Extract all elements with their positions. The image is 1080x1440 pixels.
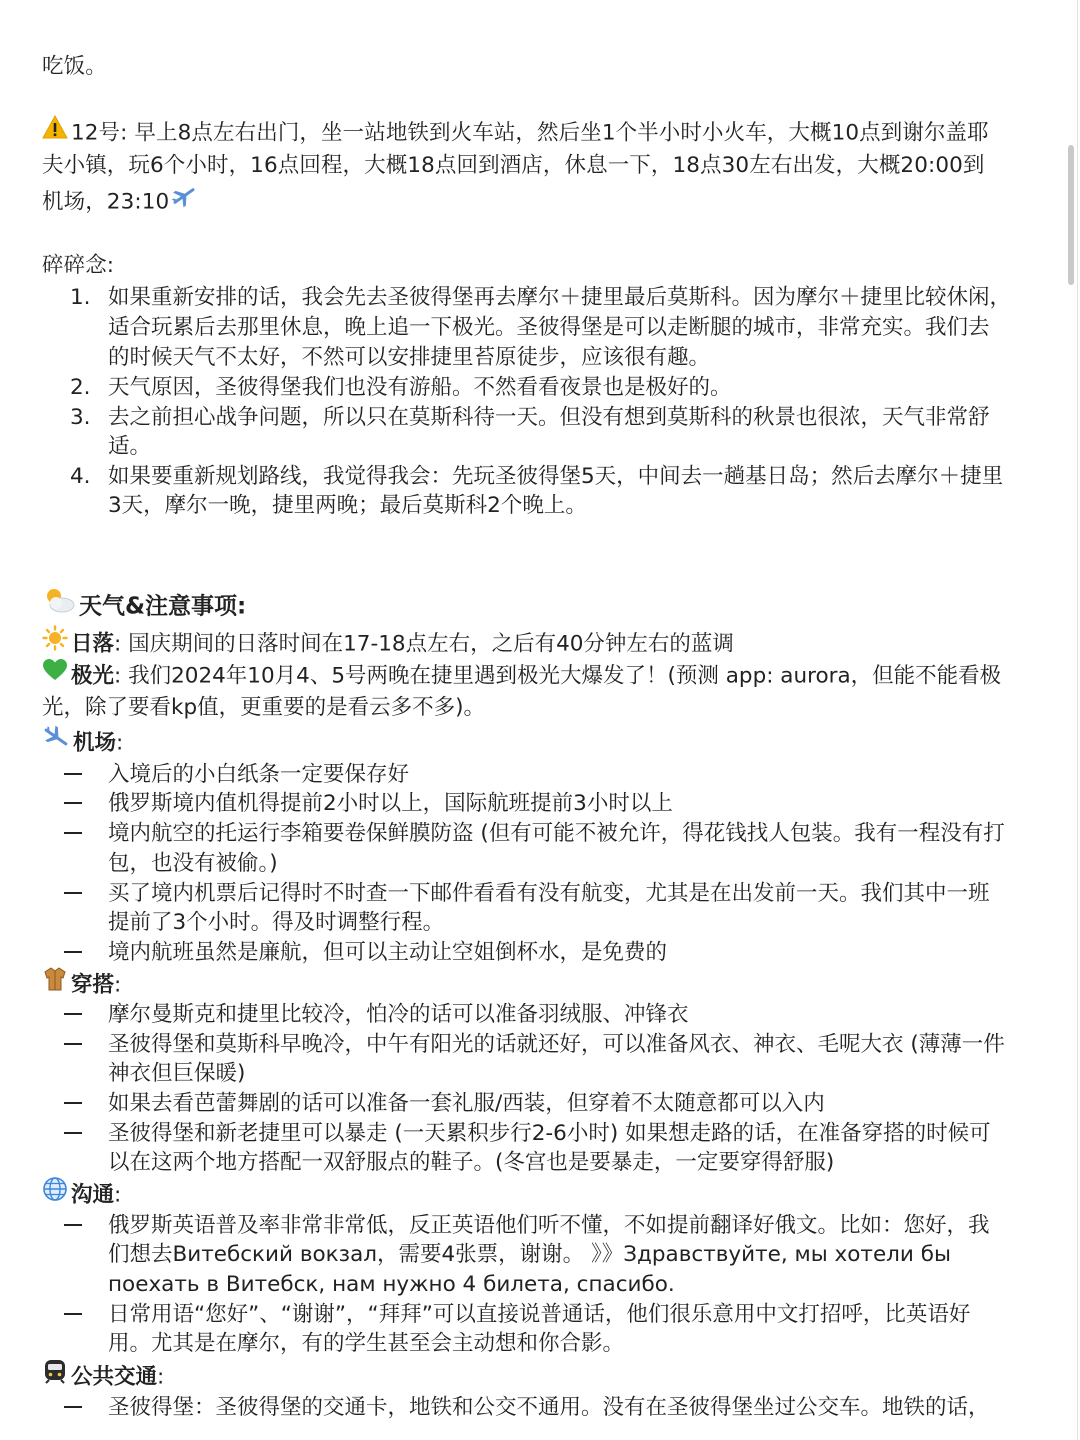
sun-icon [42, 625, 68, 660]
list-item-line: 摩尔曼斯克和捷里比较冷，怕冷的话可以准备羽绒服、冲锋衣 [108, 1002, 689, 1027]
bullet-dash [64, 892, 82, 894]
list-item-line: 境内航班虽然是廉航，但可以主动让空姐倒杯水，是免费的 [108, 940, 668, 965]
list-item-line: 圣彼得堡和新老捷里可以暴走 (一天累积步行2-6小时) 如果想走路的话，在准备穿搭的时候可 [108, 1121, 991, 1146]
list-item-line: 圣彼得堡和莫斯科早晚冷，中午有阳光的话就还好，可以准备风衣、神衣、毛呢大衣 (薄薄一件 [108, 1032, 1005, 1057]
list-item-line: 天气原因，圣彼得堡我们也没有游船。不然看看夜景也是极好的。 [108, 375, 732, 400]
bullet-dash [64, 1313, 82, 1315]
list-item-line: 如果要重新规划路线，我觉得我会：先玩圣彼得堡5天，中间去一趟基日岛；然后去摩尔＋捷里 [108, 464, 1004, 489]
bullet-dash [64, 832, 82, 834]
thoughts-title: 碎碎念: [42, 253, 115, 278]
bullet-dash [64, 1406, 82, 1408]
globe-icon [42, 1176, 68, 1211]
list-number: 1. [70, 285, 91, 310]
day12-line-3: 机场，23:10 [42, 185, 200, 220]
list-item-line: 境内航空的托运行李箱要卷保鲜膜防盗 (但有可能不被允许，得花钱找人包装。我有一程没有打 [108, 821, 1005, 846]
list-item-line: 以在这两个地方搭配一双舒服点的鞋子。(冬宫也是要暴走，一定要穿得舒服) [108, 1150, 835, 1175]
list-item-line: 日常用语“您好”、“谢谢”，“拜拜”可以直接说普通话，他们很乐意用中文打招呼，比英语好 [108, 1302, 971, 1327]
airport-heading: 机场: [42, 726, 123, 761]
vertical-scrollbar[interactable] [1068, 145, 1074, 285]
list-item-line: 包，也没有被偷。) [108, 851, 278, 876]
list-item-line: 适合玩累后去那里休息，晚上追一下极光。圣彼得堡是可以走断腿的城市，非常充实。我们去 [108, 315, 990, 340]
list-item-line: 适。 [108, 434, 152, 459]
outfit-heading: 穿搭: [42, 968, 121, 1003]
list-number: 3. [70, 405, 91, 430]
sunset-line: 日落: 国庆期间的日落时间在17-18点左右，之后有40分钟左右的蓝调 [42, 627, 734, 662]
list-item-line: 如果重新安排的话，我会先去圣彼得堡再去摩尔＋捷里最后莫斯科。因为摩尔＋捷里比较休闲， [108, 285, 1012, 310]
list-item-line: 入境后的小白纸条一定要保存好 [108, 762, 410, 787]
list-item-line: 神衣但巨保暖) [108, 1061, 246, 1086]
bullet-dash [64, 1224, 82, 1226]
text-line: 吃饭。 [42, 54, 107, 79]
list-item-line: 3天，摩尔一晚，捷里两晚；最后莫斯科2个晚上。 [108, 493, 587, 518]
list-item-line: 们想去Витебский вокзал，需要4张票，谢谢。 》》Здравствуйте, мы хотели бы [108, 1242, 951, 1267]
bullet-dash [64, 1013, 82, 1015]
list-item-line: 俄罗斯境内值机得提前2小时以上，国际航班提前3小时以上 [108, 791, 673, 816]
bullet-dash [64, 773, 82, 775]
warning-icon [42, 115, 68, 148]
bullet-dash [64, 1132, 82, 1134]
list-item-line: поехать в Витебск, нам нужно 4 билета, спасибо. [108, 1272, 675, 1297]
aurora-line-2: 光，除了要看kp值，更重要的是看云多不多)。 [42, 695, 485, 720]
list-item-line: 如果去看芭蕾舞剧的话可以准备一套礼服/西装，但穿着不太随意都可以入内 [108, 1091, 825, 1116]
weather-heading: 天气&注意事项: [42, 588, 246, 626]
list-item-line: 买了境内机票后记得时不时查一下邮件看看有没有航变，尤其是在出发前一天。我们其中一班 [108, 881, 990, 906]
green-heart-icon [42, 658, 68, 691]
list-item-line: 圣彼得堡：圣彼得堡的交通卡，地铁和公交不通用。没有在圣彼得堡坐过公交车。地铁的话， [108, 1395, 990, 1420]
coat-icon [42, 966, 68, 1001]
bullet-dash [64, 951, 82, 953]
page-edge-divider [1077, 0, 1078, 1440]
list-item-line: 用。尤其是在摩尔，有的学生甚至会主动想和你合影。 [108, 1331, 625, 1356]
list-item-line: 的时候天气不太好，不然可以安排捷里苔原徒步，应该很有趣。 [108, 345, 711, 370]
day12-line-2: 夫小镇，玩6个小时，16点回程，大概18点回到酒店，休息一下，18点30左右出发，大概20:00到 [42, 153, 985, 178]
list-item-line: 提前了3个小时。得及时调整行程。 [108, 910, 445, 935]
bullet-dash [64, 802, 82, 804]
bullet-dash [64, 1043, 82, 1045]
list-item-line: 去之前担心战争问题，所以只在莫斯科待一天。但没有想到莫斯科的秋景也很浓，天气非常舒 [108, 405, 990, 430]
airplane-icon [171, 183, 197, 218]
aurora-line-1: 极光: 我们2024年10月4、5号两晚在捷里遇到极光大爆发了！(预测 app: aurora，但能不能看极 [42, 660, 1001, 693]
list-number: 4. [70, 464, 91, 489]
list-item-line: 俄罗斯英语普及率非常非常低，反正英语他们听不懂，不如提前翻译好俄文。比如：您好，我 [108, 1213, 990, 1238]
metro-train-icon [42, 1358, 68, 1393]
airplane-icon [42, 724, 70, 759]
list-number: 2. [70, 375, 91, 400]
comm-heading: 沟通: [42, 1178, 121, 1213]
bullet-dash [64, 1102, 82, 1104]
sun-behind-cloud-icon [42, 586, 76, 624]
day12-line-1: 12号: 早上8点左右出门，坐一站地铁到火车站，然后坐1个半小时小火车，大概10点到谢尔盖耶 [42, 117, 989, 150]
transit-heading: 公共交通: [42, 1360, 164, 1395]
